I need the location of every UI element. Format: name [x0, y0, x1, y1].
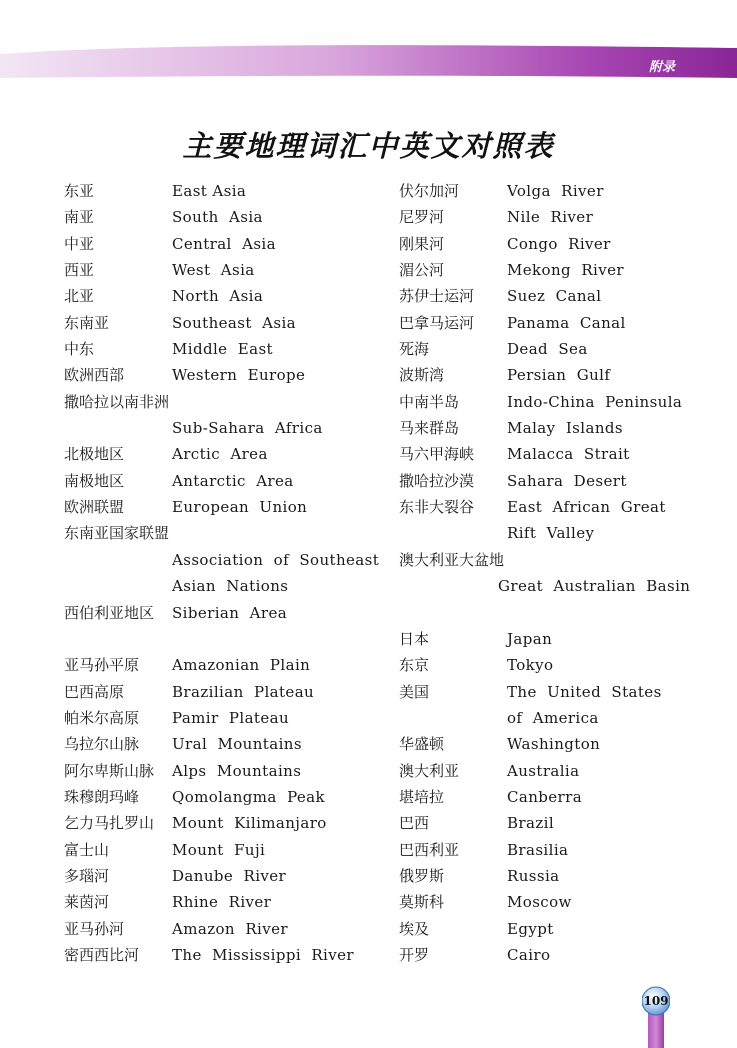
english-term: Sub-Sahara Africa	[172, 419, 323, 438]
english-term: Mount Fuji	[172, 840, 266, 859]
glossary-row	[399, 494, 699, 520]
glossary-row	[64, 204, 384, 230]
page-title: 主要地理词汇中英文对照表	[182, 129, 555, 163]
chinese-term: 埃及	[399, 919, 430, 938]
chinese-term: 苏伊士运河	[399, 287, 475, 306]
section-label: 附录	[648, 60, 675, 75]
glossary-row	[399, 600, 699, 626]
glossary-row	[399, 520, 699, 546]
glossary-row	[64, 600, 384, 626]
glossary-row	[64, 441, 384, 467]
chinese-term: 澳大利亚	[399, 761, 460, 780]
english-term: East Asia	[172, 182, 247, 200]
english-term: European Union	[172, 498, 308, 517]
glossary-row	[399, 231, 699, 257]
glossary-row	[399, 547, 699, 573]
chinese-term: 巴西	[399, 814, 430, 833]
glossary-row	[399, 257, 699, 283]
glossary-row	[399, 415, 699, 441]
english-term: Siberian Area	[172, 603, 288, 622]
english-term: Panama Canal	[507, 313, 626, 332]
english-term: Egypt	[507, 919, 554, 938]
chinese-term: 澳大利亚大盆地	[399, 550, 505, 569]
glossary-row	[399, 441, 699, 467]
glossary-row	[399, 468, 699, 494]
chinese-term: 波斯湾	[399, 366, 445, 385]
page-number: 109	[643, 994, 669, 1008]
chinese-term: 湄公河	[399, 261, 445, 280]
english-term: Washington	[507, 735, 601, 754]
english-term: Persian Gulf	[507, 366, 611, 385]
english-term: Mekong River	[507, 261, 624, 280]
chinese-term: 俄罗斯	[399, 866, 445, 885]
glossary-row	[64, 547, 384, 573]
english-term: The United States	[507, 682, 662, 701]
glossary-row	[64, 758, 384, 784]
glossary-row	[64, 784, 384, 810]
glossary-row	[399, 942, 699, 968]
chinese-term: 莫斯科	[399, 893, 445, 912]
english-term: East African Great	[507, 498, 666, 517]
english-term: Great Australian Basin	[498, 577, 691, 596]
left-glossary-column	[64, 178, 384, 968]
chinese-term: 珠穆朗玛峰	[64, 787, 140, 806]
glossary-row	[64, 679, 384, 705]
glossary-row	[64, 178, 384, 204]
glossary-row	[64, 731, 384, 757]
english-term: Danube River	[172, 866, 287, 885]
glossary-row	[399, 389, 699, 415]
english-term: South Asia	[172, 208, 263, 227]
glossary-row	[64, 336, 384, 362]
english-term: Malay Islands	[507, 419, 623, 438]
english-term: Mount Kilimanjaro	[172, 814, 327, 833]
english-term: Amazon River	[172, 919, 288, 938]
glossary-row	[64, 468, 384, 494]
chinese-term: 亚马孙河	[64, 919, 125, 938]
glossary-row	[399, 784, 699, 810]
chinese-term: 南极地区	[64, 471, 125, 490]
english-term: Central Asia	[172, 234, 276, 253]
english-term: of America	[507, 708, 599, 727]
english-term: Cairo	[507, 945, 551, 964]
glossary-row	[64, 362, 384, 388]
glossary-row	[64, 652, 384, 678]
chinese-term: 马六甲海峡	[399, 445, 475, 464]
glossary-row	[64, 310, 384, 336]
chinese-term: 死海	[399, 340, 430, 359]
chinese-term: 富士山	[64, 840, 110, 859]
english-term: Canberra	[507, 787, 583, 806]
chinese-term: 日本	[399, 629, 430, 648]
english-term: Rift Valley	[507, 524, 595, 543]
chinese-term: 南亚	[64, 208, 95, 227]
english-term: Ural Mountains	[172, 735, 302, 754]
english-term: Japan	[507, 629, 553, 648]
chinese-term: 撒哈拉以南非洲	[64, 392, 170, 411]
english-term: Sahara Desert	[507, 471, 627, 490]
english-term: Pamir Plateau	[172, 708, 290, 727]
chinese-term: 伏尔加河	[399, 182, 460, 200]
english-term: Amazonian Plain	[172, 656, 311, 675]
english-term: The Mississippi River	[172, 945, 354, 964]
chinese-term: 刚果河	[399, 234, 445, 253]
glossary-row	[64, 257, 384, 283]
glossary-row	[64, 415, 384, 441]
english-term: Antarctic Area	[172, 471, 294, 490]
english-term: West Asia	[172, 261, 255, 280]
glossary-row	[64, 520, 384, 546]
chinese-term: 开罗	[399, 945, 430, 964]
glossary-row	[64, 705, 384, 731]
chinese-term: 欧洲联盟	[64, 498, 125, 517]
english-term: North Asia	[172, 287, 264, 306]
english-term: Indo-China Peninsula	[507, 392, 683, 411]
chinese-term: 东亚	[64, 182, 95, 200]
chinese-term: 堪培拉	[399, 787, 445, 806]
glossary-row	[64, 916, 384, 942]
glossary-row	[399, 758, 699, 784]
english-term: Western Europe	[172, 366, 306, 385]
glossary-row	[399, 837, 699, 863]
english-term: Dead Sea	[507, 340, 588, 359]
english-term: Qomolangma Peak	[172, 787, 326, 806]
english-term: Volga River	[507, 182, 604, 200]
chinese-term: 亚马孙平原	[64, 656, 140, 675]
glossary-row	[399, 731, 699, 757]
glossary-row	[399, 863, 699, 889]
glossary-row	[399, 573, 699, 599]
glossary-row	[64, 863, 384, 889]
glossary-row	[399, 810, 699, 836]
chinese-term: 华盛顿	[399, 735, 445, 754]
glossary-row	[399, 679, 699, 705]
chinese-term: 东南亚国家联盟	[64, 524, 170, 543]
english-term: Russia	[507, 866, 560, 885]
english-term: Southeast Asia	[172, 313, 297, 332]
english-term: Brazil	[507, 814, 555, 833]
glossary-row	[64, 626, 384, 652]
right-glossary-column	[399, 178, 699, 968]
chinese-term: 莱茵河	[64, 893, 110, 912]
english-term: Brasilia	[507, 840, 569, 859]
glossary-row	[399, 705, 699, 731]
chinese-term: 阿尔卑斯山脉	[64, 761, 155, 780]
english-term: Middle East	[172, 340, 273, 359]
english-term: Arctic Area	[172, 445, 268, 464]
chinese-term: 东非大裂谷	[399, 498, 475, 517]
glossary-row	[64, 810, 384, 836]
chinese-term: 中亚	[64, 234, 95, 253]
chinese-term: 乌拉尔山脉	[64, 735, 140, 754]
chinese-term: 巴西利亚	[399, 840, 460, 859]
glossary-row	[64, 837, 384, 863]
glossary-row	[399, 204, 699, 230]
glossary-row	[399, 362, 699, 388]
chinese-term: 撒哈拉沙漠	[399, 471, 475, 490]
chinese-term: 北亚	[64, 287, 95, 306]
glossary-row	[399, 889, 699, 915]
chinese-term: 美国	[399, 682, 430, 701]
english-term: Suez Canal	[507, 287, 602, 306]
chinese-term: 西亚	[64, 261, 95, 280]
header-band	[0, 44, 737, 80]
chinese-term: 乞力马扎罗山	[64, 814, 155, 833]
chinese-term: 东南亚	[64, 313, 110, 332]
english-term: Moscow	[507, 893, 572, 912]
glossary-row	[64, 494, 384, 520]
chinese-term: 中东	[64, 340, 95, 359]
english-term: Congo River	[507, 234, 611, 253]
glossary-row	[64, 389, 384, 415]
chinese-term: 欧洲西部	[64, 366, 125, 385]
glossary-row	[64, 889, 384, 915]
chinese-term: 中南半岛	[399, 392, 460, 411]
chinese-term: 多瑙河	[64, 866, 110, 885]
chinese-term: 西伯利亚地区	[64, 603, 155, 622]
chinese-term: 巴拿马运河	[399, 313, 475, 332]
chinese-term: 帕米尔高原	[64, 708, 140, 727]
chinese-term: 北极地区	[64, 445, 125, 464]
glossary-row	[399, 310, 699, 336]
english-term: Brazilian Plateau	[172, 682, 315, 701]
english-term: Nile River	[507, 208, 594, 227]
chinese-term: 马来群岛	[399, 419, 460, 438]
glossary-row	[64, 573, 384, 599]
chinese-term: 东京	[399, 656, 430, 675]
chinese-term: 巴西高原	[64, 682, 125, 701]
english-term: Asian Nations	[172, 577, 289, 596]
english-term: Australia	[507, 761, 580, 780]
glossary-row	[64, 231, 384, 257]
glossary-row	[399, 916, 699, 942]
glossary-row	[399, 178, 699, 204]
glossary-row	[399, 626, 699, 652]
glossary-row	[399, 283, 699, 309]
english-term: Tokyo	[507, 656, 554, 675]
english-term: Alps Mountains	[172, 761, 302, 780]
chinese-term: 尼罗河	[399, 208, 445, 227]
english-term: Association of Southeast	[172, 550, 380, 569]
english-term: Malacca Strait	[507, 445, 630, 464]
glossary-row	[64, 283, 384, 309]
glossary-row	[399, 336, 699, 362]
chinese-term: 密西西比河	[64, 945, 140, 964]
glossary-row	[399, 652, 699, 678]
english-term: Rhine River	[172, 893, 272, 912]
glossary-row	[64, 942, 384, 968]
